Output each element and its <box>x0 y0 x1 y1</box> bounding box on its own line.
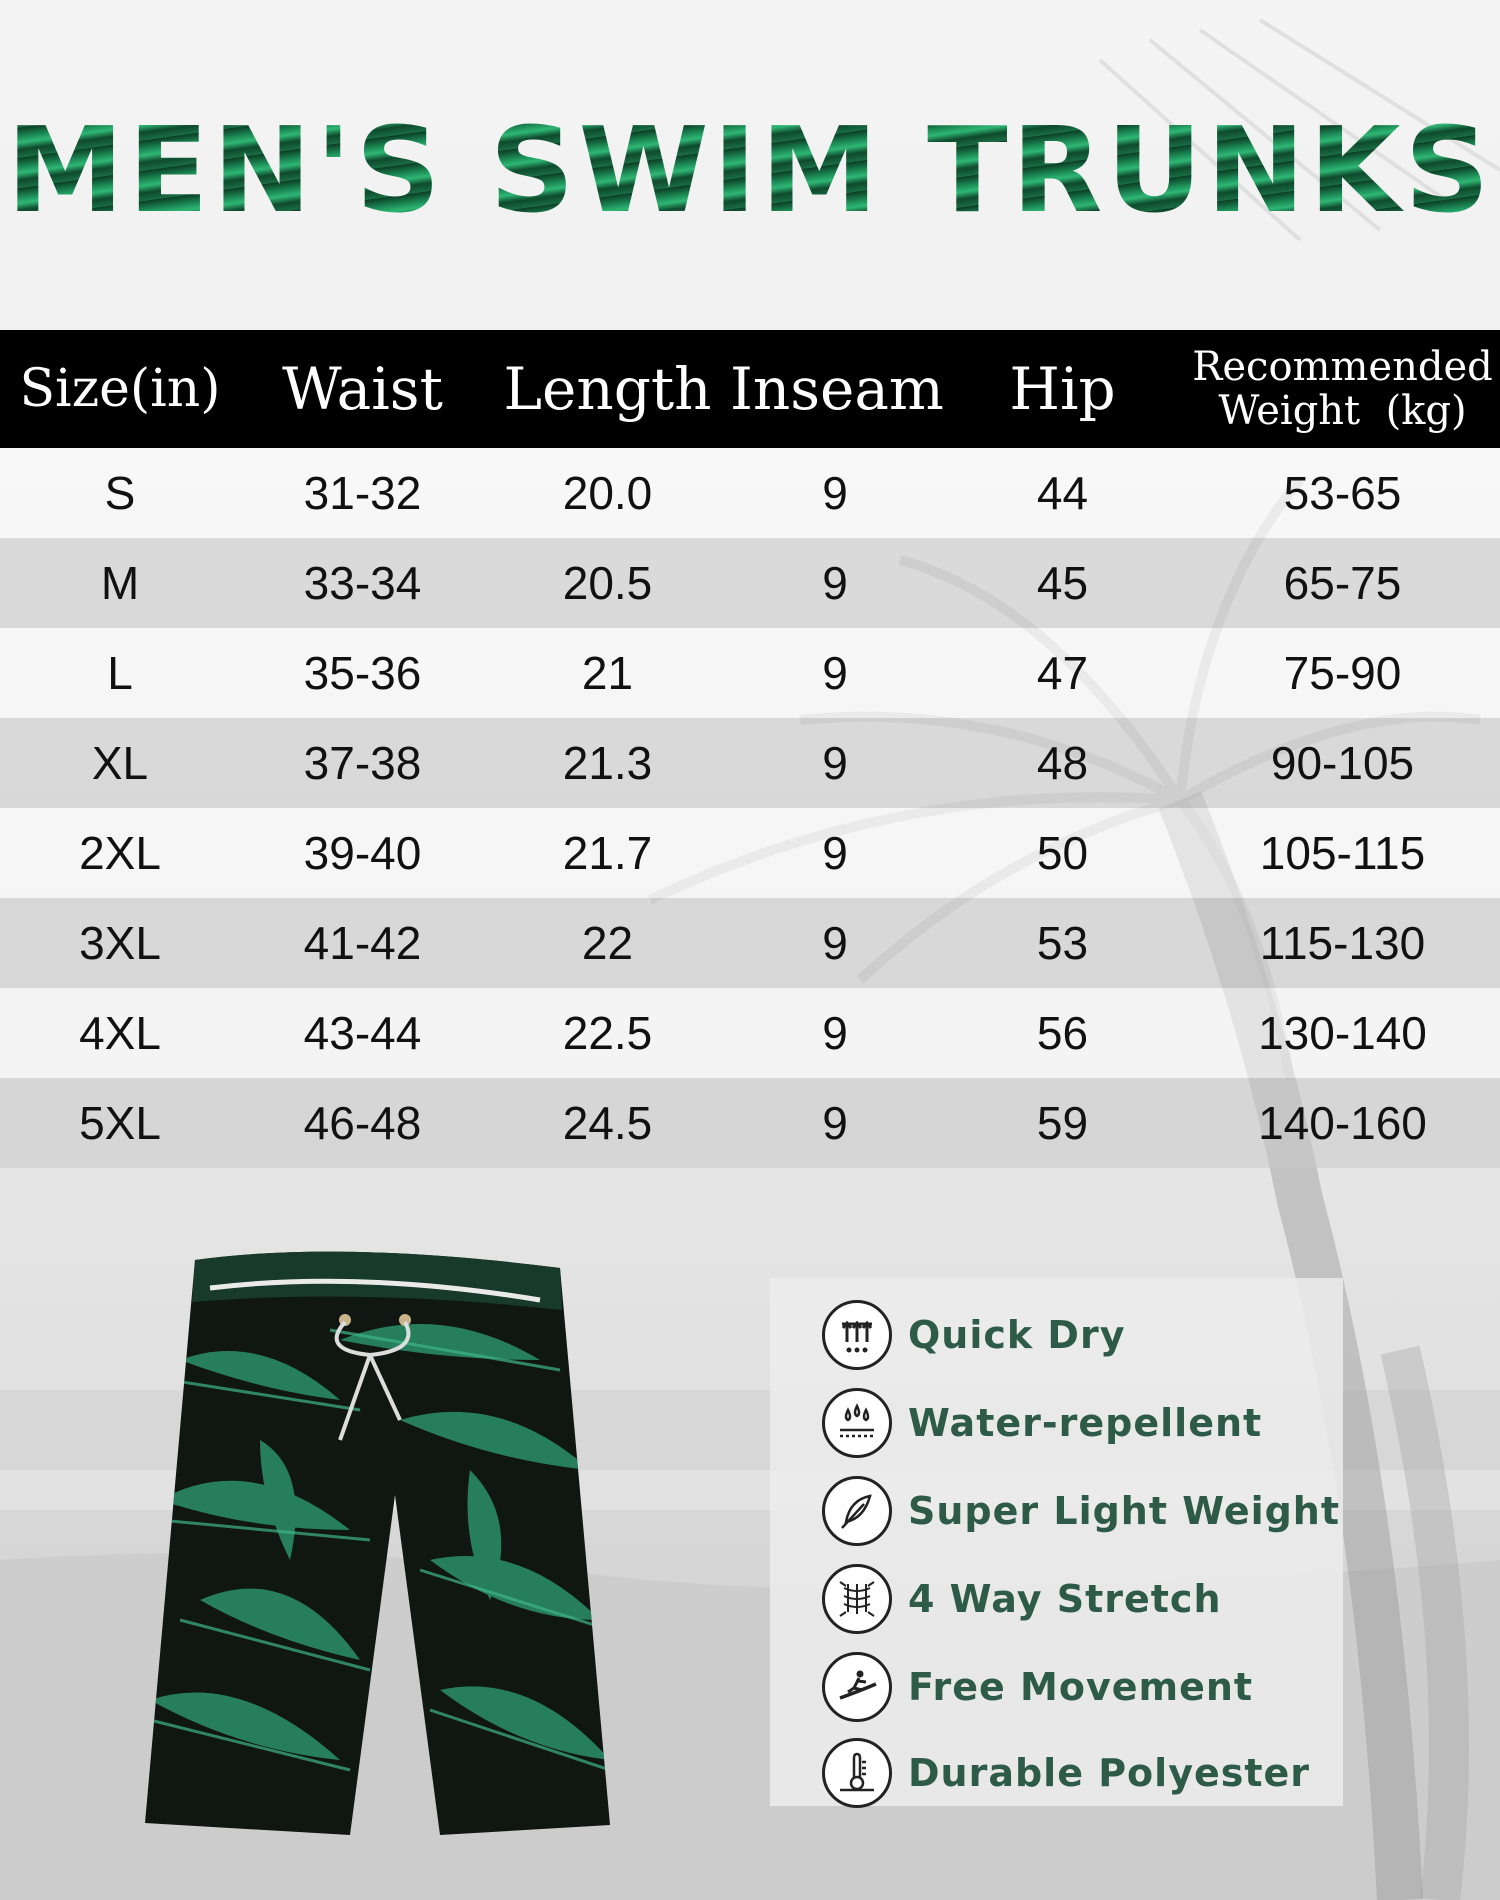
cell-size: M <box>100 557 140 609</box>
surfer-icon <box>822 1652 892 1722</box>
cell-length: 21.7 <box>562 827 653 879</box>
cell-length: 21.3 <box>562 737 653 789</box>
cell-hip: 47 <box>1036 647 1089 699</box>
feature-label: Quick Dry <box>908 1313 1126 1357</box>
cell-waist: 41-42 <box>303 917 422 969</box>
cell-inseam: 9 <box>822 917 848 969</box>
cell-length: 20.5 <box>562 557 653 609</box>
cell-waist: 43-44 <box>303 1007 422 1059</box>
table-row <box>0 538 1500 628</box>
cell-hip: 48 <box>1036 737 1089 789</box>
size-chart-header-row <box>0 330 1500 448</box>
cell-size: L <box>107 647 133 699</box>
feature-label: Super Light Weight <box>908 1489 1341 1533</box>
header-length: Length <box>503 355 712 423</box>
header-weight-line1: Recommended <box>1192 344 1493 390</box>
cell-hip: 59 <box>1036 1097 1089 1149</box>
cell-size: S <box>104 467 136 519</box>
header-weight-line2: Weight (kg) <box>1218 388 1467 434</box>
header-inseam: Inseam <box>730 355 944 423</box>
cell-inseam: 9 <box>822 647 848 699</box>
header-hip: Hip <box>1009 355 1116 423</box>
cell-size: XL <box>91 737 149 789</box>
feature-label: 4 Way Stretch <box>908 1577 1222 1621</box>
cell-inseam: 9 <box>822 467 848 519</box>
header-waist: Waist <box>282 355 443 423</box>
table-row <box>0 988 1500 1078</box>
feature-item-free-movement <box>822 1650 1253 1724</box>
size-chart-table <box>0 330 1500 1168</box>
features-panel <box>770 1278 1343 1806</box>
cell-waist: 35-36 <box>303 647 422 699</box>
cell-weight: 105-115 <box>1259 827 1426 879</box>
water-drops-icon <box>822 1388 892 1458</box>
feature-label: Water-repellent <box>908 1401 1263 1445</box>
cell-length: 21 <box>581 647 634 699</box>
cell-hip: 44 <box>1036 467 1089 519</box>
cell-weight: 53-65 <box>1283 467 1402 519</box>
cell-weight: 75-90 <box>1283 647 1402 699</box>
table-row <box>0 718 1500 808</box>
header-recommended-weight <box>1185 330 1500 448</box>
feature-item-4-way-stretch <box>822 1562 1222 1636</box>
cell-weight: 65-75 <box>1283 557 1402 609</box>
cell-weight: 115-130 <box>1259 917 1426 969</box>
feature-item-quick-dry <box>822 1298 1125 1372</box>
table-row <box>0 628 1500 718</box>
cell-waist: 31-32 <box>303 467 422 519</box>
cell-waist: 33-34 <box>303 557 422 609</box>
table-row <box>0 898 1500 988</box>
cell-waist: 37-38 <box>303 737 422 789</box>
cell-inseam: 9 <box>822 737 848 789</box>
cell-size: 5XL <box>79 1097 161 1149</box>
cell-inseam: 9 <box>822 827 848 879</box>
cell-length: 24.5 <box>562 1097 653 1149</box>
feature-item-water-repellent <box>822 1386 1262 1460</box>
cell-inseam: 9 <box>822 1097 848 1149</box>
swim-trunks-product-image <box>140 1240 620 1840</box>
cell-hip: 56 <box>1036 1007 1089 1059</box>
cell-weight: 140-160 <box>1258 1097 1427 1149</box>
feather-icon <box>822 1476 892 1546</box>
cell-inseam: 9 <box>822 1007 848 1059</box>
cell-inseam: 9 <box>822 557 848 609</box>
thermometer-icon <box>822 1738 892 1808</box>
feature-label: Free Movement <box>908 1665 1254 1709</box>
table-row <box>0 1078 1500 1168</box>
cell-size: 2XL <box>79 827 161 879</box>
cell-hip: 53 <box>1036 917 1089 969</box>
cell-waist: 39-40 <box>303 827 422 879</box>
table-row <box>0 448 1500 538</box>
page-title: MEN'S SWIM TRUNKS <box>0 100 1500 240</box>
cell-hip: 45 <box>1036 557 1089 609</box>
feature-label: Durable Polyester <box>908 1751 1311 1795</box>
cell-hip: 50 <box>1036 827 1089 879</box>
table-row <box>0 808 1500 898</box>
quick-dry-icon <box>822 1300 892 1370</box>
stretch-mesh-icon <box>822 1564 892 1634</box>
cell-length: 20.0 <box>562 467 653 519</box>
cell-weight: 90-105 <box>1270 737 1415 789</box>
header-size: Size(in) <box>19 359 221 419</box>
cell-length: 22 <box>581 917 634 969</box>
cell-size: 4XL <box>79 1007 161 1059</box>
cell-waist: 46-48 <box>303 1097 422 1149</box>
feature-item-durable-polyester <box>822 1736 1310 1810</box>
cell-size: 3XL <box>79 917 161 969</box>
cell-weight: 130-140 <box>1258 1007 1427 1059</box>
cell-length: 22.5 <box>562 1007 653 1059</box>
feature-item-super-light-weight <box>822 1474 1340 1548</box>
